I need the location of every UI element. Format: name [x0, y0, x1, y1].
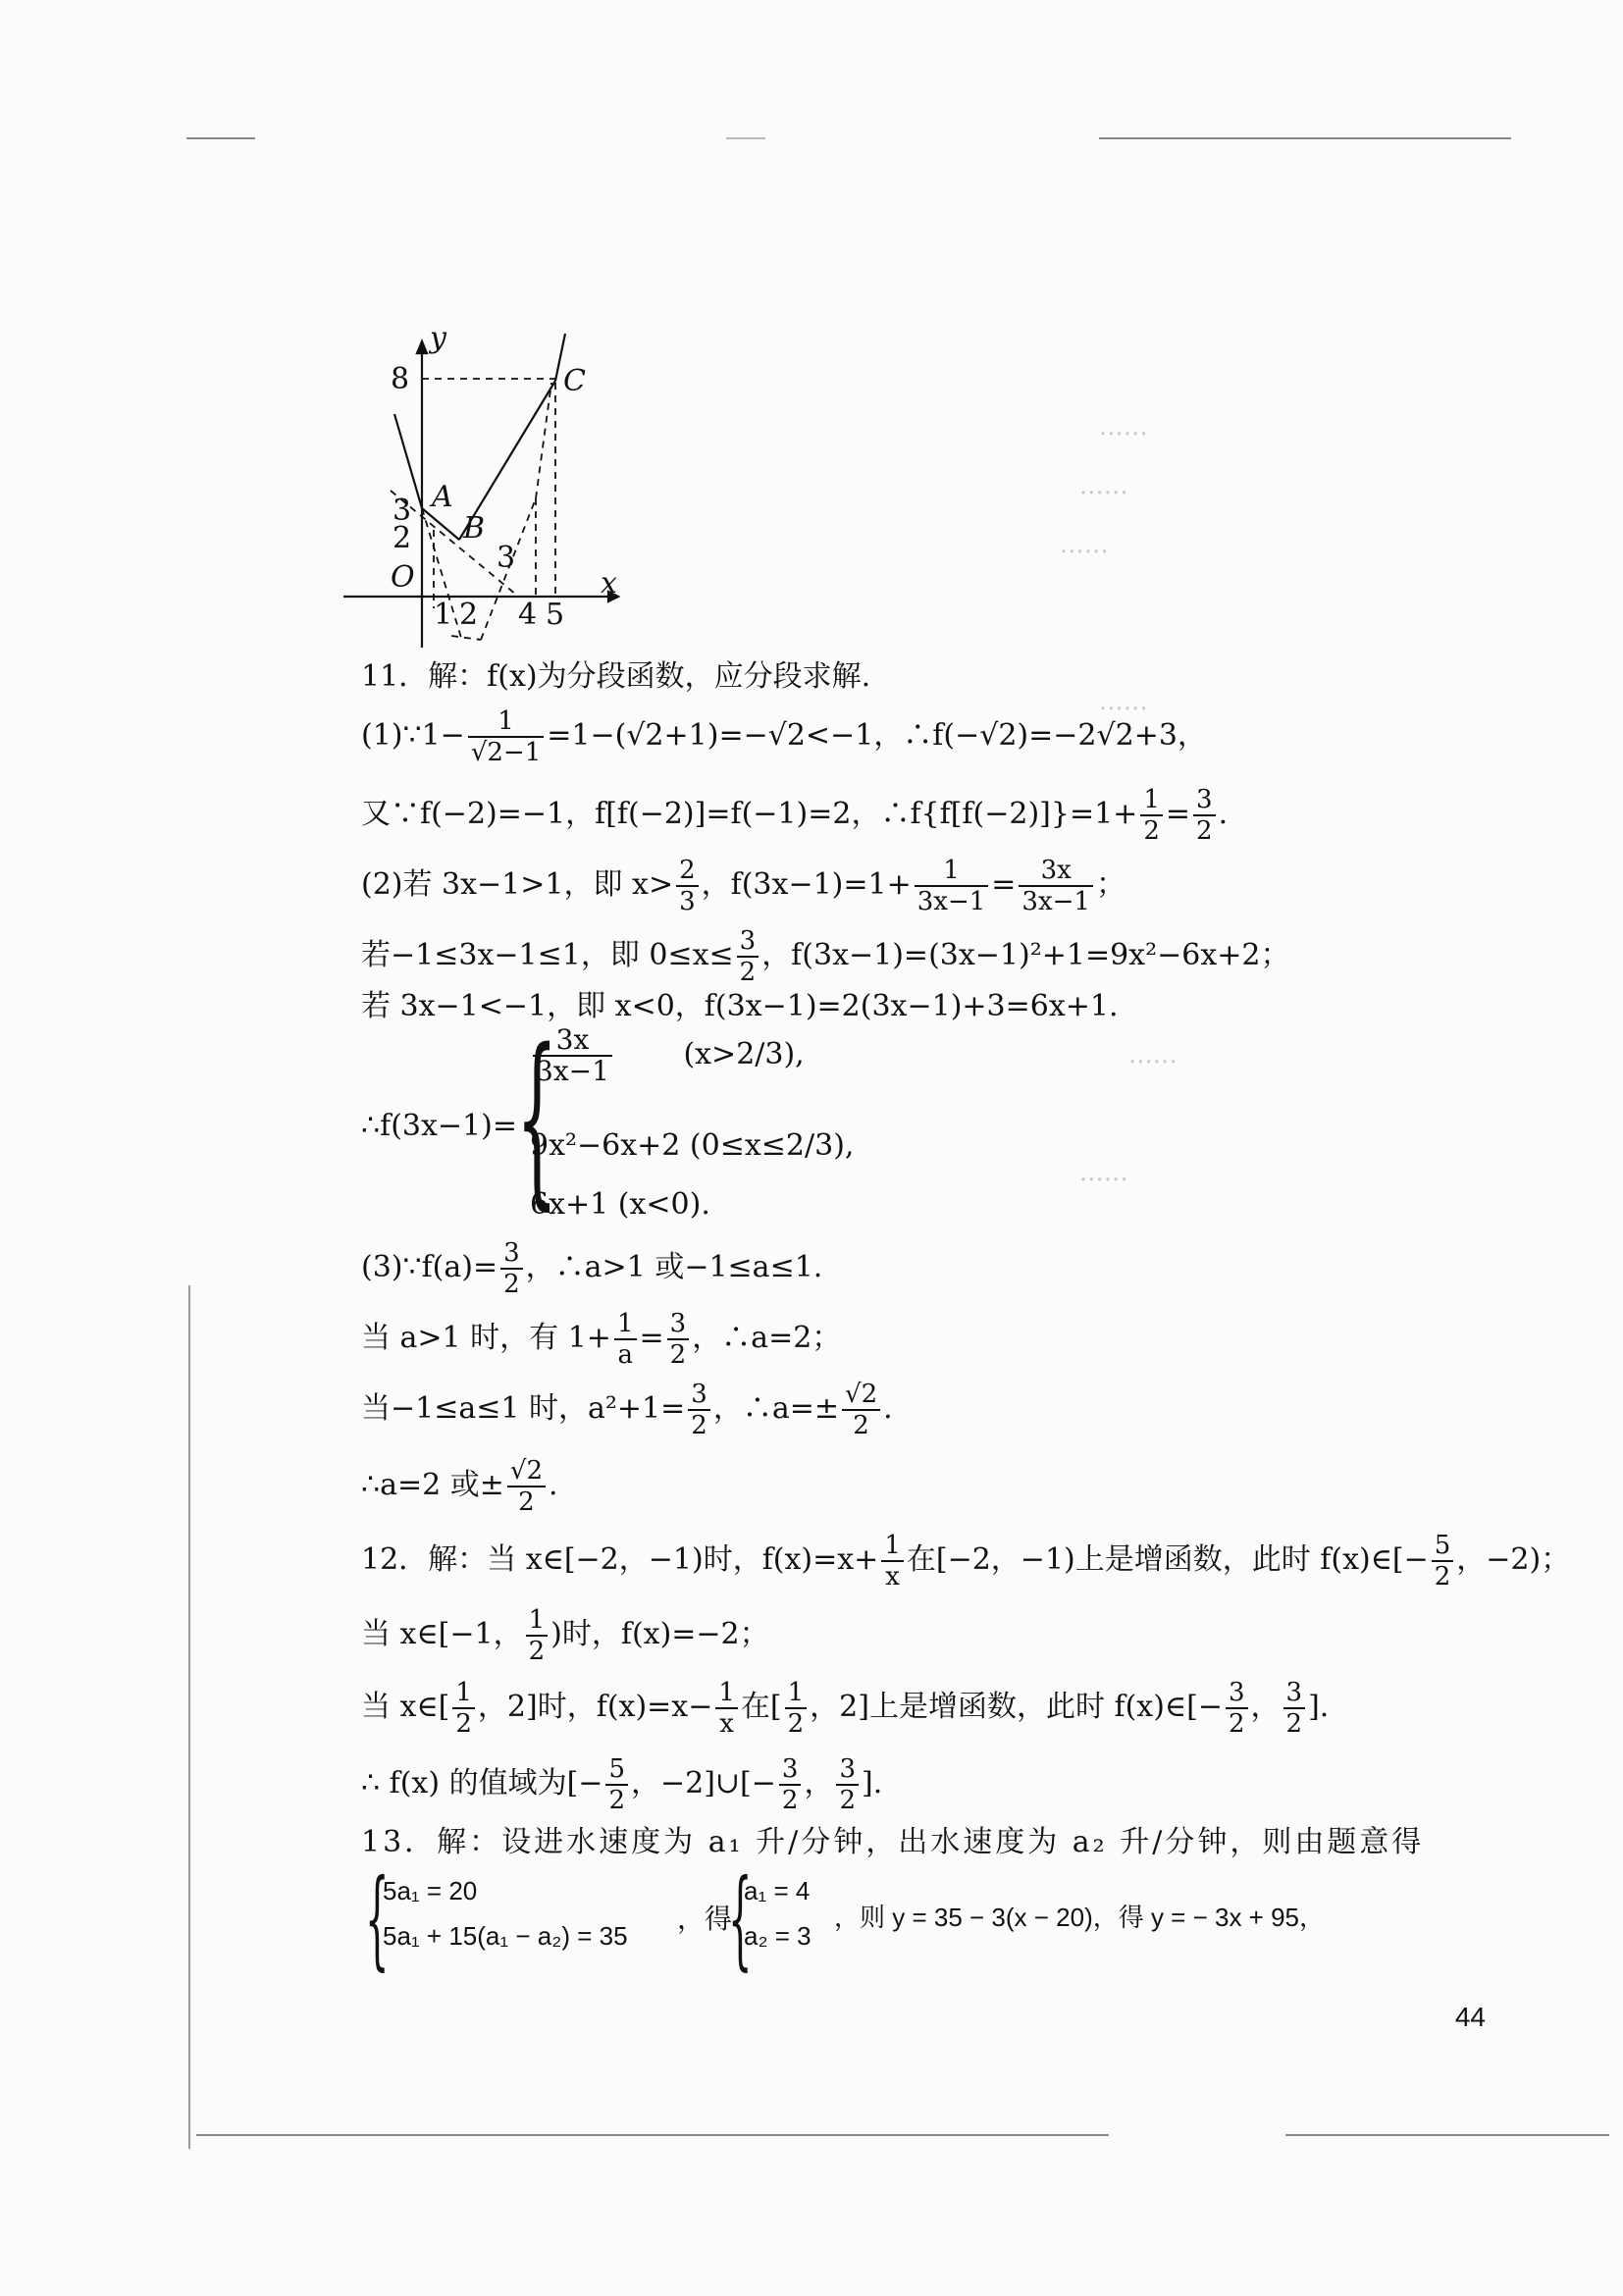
system1-row2: 5a₁ + 15(a₁ − a₂) = 35 — [383, 1921, 628, 1951]
fraction: $\frac{5}{2}$ — [605, 1754, 628, 1815]
q11-part1-cont: 又∵f(−2)=−1，f[f(−2)]=f(−1)=2，∴f{f[f(−2)]}=1+ $\frac{1}{2}$ = $\frac{3}{2}$ . — [361, 785, 1229, 846]
q11-part2-b: 若−1≤3x−1≤1，即 0≤x≤ $\frac{3}{2}$ ，f(3x−1)=(3x−1)²+1=9x²−6x+2； — [361, 926, 1290, 987]
fraction: $\frac{3}{2}$ — [1283, 1678, 1306, 1739]
q11-cases-lead: ∴f(3x−1)= — [361, 1109, 517, 1143]
x-tick-2: 2 — [459, 598, 479, 632]
origin-label: O — [391, 560, 415, 595]
page-number: 44 — [1454, 2002, 1486, 2032]
y-axis-label: y — [430, 324, 446, 355]
fraction: $\frac{1}{x}$ — [881, 1531, 904, 1592]
fraction: $\frac{2}{3}$ — [676, 856, 699, 916]
point-a-label: A — [432, 480, 453, 514]
x-tick-4: 4 — [518, 598, 538, 632]
function-graph — [343, 324, 638, 657]
bottom-scan-rule — [196, 2134, 1109, 2136]
text: 又∵f(−2)=−1，f[f(−2)]=f(−1)=2，∴f{f[f(−2)]}=1+ — [361, 797, 1138, 831]
bleed-through-text: ...... — [1079, 471, 1128, 500]
brace: { — [365, 1855, 390, 1981]
fraction: $\frac{3}{2}$ — [688, 1380, 710, 1440]
q12-line3: 当 x∈[ $\frac{1}{2}$ ，2]时，f(x)=x− $\frac{1}{x}$ 在[ $\frac{1}{2}$ ，2]上是增函数，此时 f(x)∈[− $\frac{3}{2}$ ， $\frac{3}{2}$ ]. — [361, 1678, 1330, 1739]
fraction: $\frac{3}{2}$ — [1193, 785, 1216, 846]
point-c-label: C — [563, 364, 586, 398]
fraction: $\frac{√2}{2}$ — [507, 1456, 546, 1517]
point-3-label: 3 — [497, 541, 516, 575]
top-scan-rule — [726, 137, 765, 139]
y-tick-3: 3 — [393, 494, 412, 528]
text: =1−(√2+1)=−√2<−1，∴f(−√2)=−2√2+3， — [547, 718, 1207, 753]
point-b-label: B — [463, 511, 486, 546]
q13-intro: 13．解：设进水速度为 a₁ 升/分钟，出水速度为 a₂ 升/分钟，则由题意得 — [361, 1825, 1425, 1859]
q11-part2-c: 若 3x−1<−1，即 x<0，f(3x−1)=2(3x−1)+3=6x+1. — [361, 989, 1119, 1023]
fraction: $\frac{1}{2}$ — [452, 1678, 475, 1739]
brace: { — [516, 1010, 558, 1226]
fraction: $\frac{1}{√2-1}$ — [468, 706, 544, 767]
x-tick-5: 5 — [546, 598, 565, 632]
fraction: $\frac{1}{a}$ — [614, 1309, 637, 1370]
left-scan-rule — [188, 1285, 190, 2149]
fraction: $\frac{3x}{3x-1}$ — [1019, 856, 1093, 916]
fraction: $\frac{√2}{2}$ — [842, 1380, 880, 1440]
case-2: 9x²−6x+2 (0≤x≤2/3), — [530, 1128, 855, 1163]
top-scan-rule — [1099, 137, 1511, 139]
fraction: $\frac{1}{2}$ — [785, 1678, 808, 1739]
bottom-scan-rule — [1285, 2134, 1609, 2136]
q11-part3-c: 当−1≤a≤1 时，a²+1= $\frac{3}{2}$ ，∴a=± $\frac{√2}{2}$ . — [361, 1380, 893, 1440]
q11-part3-a: (3)∵f(a)= $\frac{3}{2}$ ，∴a>1 或−1≤a≤1. — [361, 1238, 823, 1299]
q11-part1 — [361, 706, 1519, 767]
q11-part3-d: ∴a=2 或± $\frac{√2}{2}$ . — [361, 1456, 558, 1517]
fraction: $\frac{3}{2}$ — [500, 1238, 523, 1299]
fraction: $\frac{3}{2}$ — [836, 1754, 859, 1815]
y-tick-2: 2 — [393, 521, 412, 555]
x-axis-label: x — [601, 566, 617, 600]
q12-line4: ∴ f(x) 的值域为[− $\frac{5}{2}$ ，−2]∪[− $\frac{3}{2}$ ， $\frac{3}{2}$ ]. — [361, 1754, 883, 1815]
fraction: $\frac{1}{x}$ — [715, 1678, 738, 1739]
q11-part2-a: (2)若 3x−1>1，即 x> $\frac{2}{3}$ ，f(3x−1)=1+ $\frac{1}{3x-1}$ = $\frac{3x}{3x-1}$ ； — [361, 856, 1126, 916]
bleed-through-text: ...... — [1099, 412, 1148, 442]
bleed-through-text: ...... — [1099, 687, 1148, 716]
bleed-through-text: ...... — [1060, 530, 1109, 559]
bleed-through-text: ...... — [1128, 1040, 1178, 1070]
fraction: $\frac{5}{2}$ — [1432, 1531, 1454, 1592]
fraction: $\frac{3}{2}$ — [779, 1754, 802, 1815]
q13-tail: ，则 y = 35 − 3(x − 20)，得 y = − 3x + 95， — [834, 1903, 1326, 1932]
system2-row2: a₂ = 3 — [744, 1921, 812, 1951]
bleed-through-text: ...... — [1079, 1158, 1128, 1187]
fraction: $\frac{1}{3x-1}$ — [915, 856, 989, 916]
fraction: $\frac{1}{2}$ — [1140, 785, 1163, 846]
fraction: $\frac{3}{2}$ — [667, 1309, 690, 1370]
q12-line2: 当 x∈[−1， $\frac{1}{2}$ )时，f(x)=−2； — [361, 1605, 769, 1666]
system-mid-text: ，得 — [677, 1903, 733, 1935]
top-scan-rule — [186, 137, 255, 139]
brace: { — [728, 1855, 753, 1981]
system2-row1: a₁ = 4 — [744, 1876, 811, 1905]
y-tick-8: 8 — [391, 362, 410, 396]
text: (1)∵1− — [361, 718, 465, 753]
q11-part3-b: 当 a>1 时，有 1+ $\frac{1}{a}$ = $\frac{3}{2}$ ，∴a=2； — [361, 1309, 842, 1370]
q11-intro: 11．解：f(x)为分段函数，应分段求解. — [361, 659, 871, 694]
system1-row1: 5a₁ = 20 — [383, 1876, 478, 1905]
fraction: $\frac{3}{2}$ — [1226, 1678, 1248, 1739]
fraction: $\frac{3}{2}$ — [737, 926, 759, 987]
case-3: 6x+1 (x<0). — [530, 1187, 710, 1222]
q12-line1: 12．解：当 x∈[−2，−1)时，f(x)=x+ $\frac{1}{x}$ 在[−2，−1)上是增函数，此时 f(x)∈[− $\frac{5}{2}$ ，−2)； — [361, 1531, 1571, 1592]
fraction: $\frac{3x}{3x-1}$ — [533, 1025, 612, 1086]
x-tick-1: 1 — [434, 598, 453, 632]
case-1: $\frac{3x}{3x-1}$ (x>2/3), — [530, 1025, 805, 1086]
fraction: $\frac{1}{2}$ — [526, 1605, 549, 1666]
